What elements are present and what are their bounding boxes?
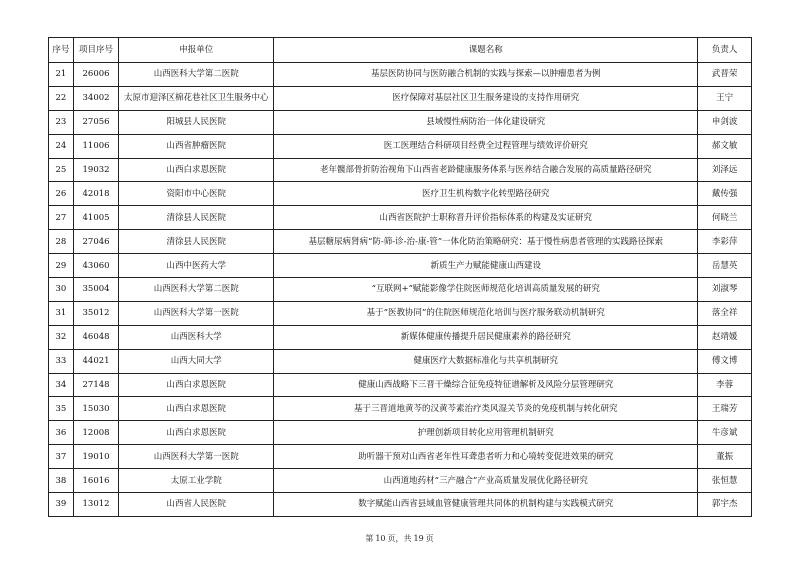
row-topic-name: 基于“医教协同”的住院医师规范化培训与医疗服务联动机制研究: [274, 301, 698, 325]
row-topic-name: 山西道地药材“三产融合”产业高质量发展优化路径研究: [274, 469, 698, 493]
row-responsible-person: 落全祥: [698, 301, 752, 325]
row-project-number: 43060: [73, 254, 118, 278]
table-row: [49, 373, 752, 397]
table-row: [49, 325, 752, 349]
row-responsible-person: 李彩萍: [698, 230, 752, 254]
row-index: 34: [49, 373, 74, 397]
row-applicant-unit: 太原工业学院: [119, 469, 274, 493]
row-responsible-person: 郝文敏: [698, 134, 752, 158]
row-responsible-person: 郭宇杰: [698, 493, 752, 517]
row-topic-name: 新媒体健康传播提升居民健康素养的路径研究: [274, 325, 698, 349]
row-project-number: 27046: [73, 230, 118, 254]
row-index: 23: [49, 110, 74, 134]
footer-page-number: 10: [375, 534, 386, 543]
row-index: 36: [49, 421, 74, 445]
row-responsible-person: 戴传强: [698, 182, 752, 206]
row-project-number: 46048: [73, 325, 118, 349]
table-row: [49, 206, 752, 230]
footer-total-pages: 19: [413, 534, 424, 543]
table-row: [49, 349, 752, 373]
row-project-number: 35012: [73, 301, 118, 325]
row-applicant-unit: 山西白求恩医院: [119, 158, 274, 182]
table-row: [49, 493, 752, 517]
table-row: [49, 469, 752, 493]
row-responsible-person: 刘泽远: [698, 158, 752, 182]
row-responsible-person: 牛彦斌: [698, 421, 752, 445]
table-row: [49, 182, 752, 206]
footer-prefix: 第: [365, 534, 374, 543]
row-responsible-person: 岳慧英: [698, 254, 752, 278]
row-applicant-unit: 山西省肿瘤医院: [119, 134, 274, 158]
row-responsible-person: 董振: [698, 445, 752, 469]
row-topic-name: 健康山西战略下三晋干燥综合征免疫特征谱解析及风险分层管理研究: [274, 373, 698, 397]
row-applicant-unit: 山西中医药大学: [119, 254, 274, 278]
row-applicant-unit: 清徐县人民医院: [119, 230, 274, 254]
row-responsible-person: 王宁: [698, 86, 752, 110]
table-row: [49, 63, 752, 87]
document-page: [48, 37, 752, 517]
header-topic-name: 课题名称: [274, 38, 698, 63]
row-index: 33: [49, 349, 74, 373]
row-index: 27: [49, 206, 74, 230]
row-applicant-unit: 山西白求恩医院: [119, 397, 274, 421]
row-topic-name: 医工医理结合科研项目经费全过程管理与绩效评价研究: [274, 134, 698, 158]
row-topic-name: 医疗卫生机构数字化转型路径研究: [274, 182, 698, 206]
row-project-number: 15030: [73, 397, 118, 421]
row-project-number: 27148: [73, 373, 118, 397]
row-project-number: 12008: [73, 421, 118, 445]
row-topic-name: 基层糖尿病肾病“防-筛-诊-治-康-管”一体化防治策略研究：基于慢性病患者管理的实践路径探索: [274, 230, 698, 254]
table-row: [49, 397, 752, 421]
row-index: 37: [49, 445, 74, 469]
header-project-number: 项目序号: [73, 38, 118, 63]
row-responsible-person: 何晓兰: [698, 206, 752, 230]
footer-suffix: 页: [425, 534, 434, 543]
row-project-number: 34002: [73, 86, 118, 110]
row-applicant-unit: 山西医科大学第二医院: [119, 63, 274, 87]
row-applicant-unit: 山西医科大学第一医院: [119, 301, 274, 325]
row-responsible-person: 张恒慧: [698, 469, 752, 493]
table-row: [49, 230, 752, 254]
table-row: [49, 134, 752, 158]
row-topic-name: “互联网+”赋能影像学住院医师规范化培训高质量发展的研究: [274, 278, 698, 302]
row-project-number: 35004: [73, 278, 118, 302]
page-footer: [0, 533, 799, 544]
row-applicant-unit: 资阳市中心医院: [119, 182, 274, 206]
row-index: 30: [49, 278, 74, 302]
row-applicant-unit: 山西省人民医院: [119, 493, 274, 517]
table-row: [49, 301, 752, 325]
table-row: [49, 278, 752, 302]
header-index: 序号: [49, 38, 74, 63]
row-project-number: 41005: [73, 206, 118, 230]
row-applicant-unit: 山西医科大学第二医院: [119, 278, 274, 302]
row-topic-name: 医疗保障对基层社区卫生服务建设的支持作用研究: [274, 86, 698, 110]
row-topic-name: 县域慢性病防治一体化建设研究: [274, 110, 698, 134]
row-topic-name: 山西省医院护士职称晋升评价指标体系的构建及实证研究: [274, 206, 698, 230]
table-body: [49, 63, 752, 517]
table-row: [49, 421, 752, 445]
row-index: 32: [49, 325, 74, 349]
row-index: 29: [49, 254, 74, 278]
row-responsible-person: 申剑波: [698, 110, 752, 134]
row-responsible-person: 李蓉: [698, 373, 752, 397]
row-project-number: 16016: [73, 469, 118, 493]
row-applicant-unit: 清徐县人民医院: [119, 206, 274, 230]
row-project-number: 13012: [73, 493, 118, 517]
row-topic-name: 基层医防协同与医防融合机制的实践与探索—以肿瘤患者为例: [274, 63, 698, 87]
row-index: 21: [49, 63, 74, 87]
table-row: [49, 158, 752, 182]
footer-middle: 页，共: [387, 534, 412, 543]
row-index: 25: [49, 158, 74, 182]
row-project-number: 11006: [73, 134, 118, 158]
row-index: 38: [49, 469, 74, 493]
row-index: 28: [49, 230, 74, 254]
row-topic-name: 基于三晋道地黄芩的汉黄芩素治疗类风湿关节炎的免疫机制与转化研究: [274, 397, 698, 421]
row-index: 22: [49, 86, 74, 110]
row-responsible-person: 刘淑琴: [698, 278, 752, 302]
row-index: 31: [49, 301, 74, 325]
row-applicant-unit: 太原市迎泽区棉花巷社区卫生服务中心: [119, 86, 274, 110]
row-responsible-person: 赵靖媛: [698, 325, 752, 349]
row-index: 26: [49, 182, 74, 206]
row-index: 35: [49, 397, 74, 421]
table-row: [49, 254, 752, 278]
row-responsible-person: 傅文博: [698, 349, 752, 373]
row-project-number: 44021: [73, 349, 118, 373]
row-index: 39: [49, 493, 74, 517]
row-responsible-person: 武晋荣: [698, 63, 752, 87]
row-applicant-unit: 山西白求恩医院: [119, 421, 274, 445]
row-topic-name: 数字赋能山西省县域血管健康管理共同体的机制构建与实践模式研究: [274, 493, 698, 517]
project-table: [48, 37, 752, 517]
row-topic-name: 新质生产力赋能健康山西建设: [274, 254, 698, 278]
header-applicant-unit: 申报单位: [119, 38, 274, 63]
row-topic-name: 护理创新项目转化应用管理机制研究: [274, 421, 698, 445]
table-row: [49, 86, 752, 110]
row-applicant-unit: 山西医科大学: [119, 325, 274, 349]
row-applicant-unit: 山西大同大学: [119, 349, 274, 373]
row-project-number: 19010: [73, 445, 118, 469]
row-project-number: 27056: [73, 110, 118, 134]
row-topic-name: 健康医疗大数据标准化与共享机制研究: [274, 349, 698, 373]
table-header-row: [49, 38, 752, 63]
row-topic-name: 助听器干预对山西省老年性耳聋患者听力和心境转变促进效果的研究: [274, 445, 698, 469]
row-project-number: 19032: [73, 158, 118, 182]
row-topic-name: 老年髋部骨折防治视角下山西省老龄健康服务体系与医养结合融合发展的高质量路径研究: [274, 158, 698, 182]
row-applicant-unit: 山西白求恩医院: [119, 373, 274, 397]
row-applicant-unit: 阳城县人民医院: [119, 110, 274, 134]
row-index: 24: [49, 134, 74, 158]
row-responsible-person: 王瑞芳: [698, 397, 752, 421]
row-applicant-unit: 山西医科大学第一医院: [119, 445, 274, 469]
row-project-number: 26006: [73, 63, 118, 87]
row-project-number: 42018: [73, 182, 118, 206]
table-row: [49, 445, 752, 469]
table-row: [49, 110, 752, 134]
header-responsible-person: 负责人: [698, 38, 752, 63]
